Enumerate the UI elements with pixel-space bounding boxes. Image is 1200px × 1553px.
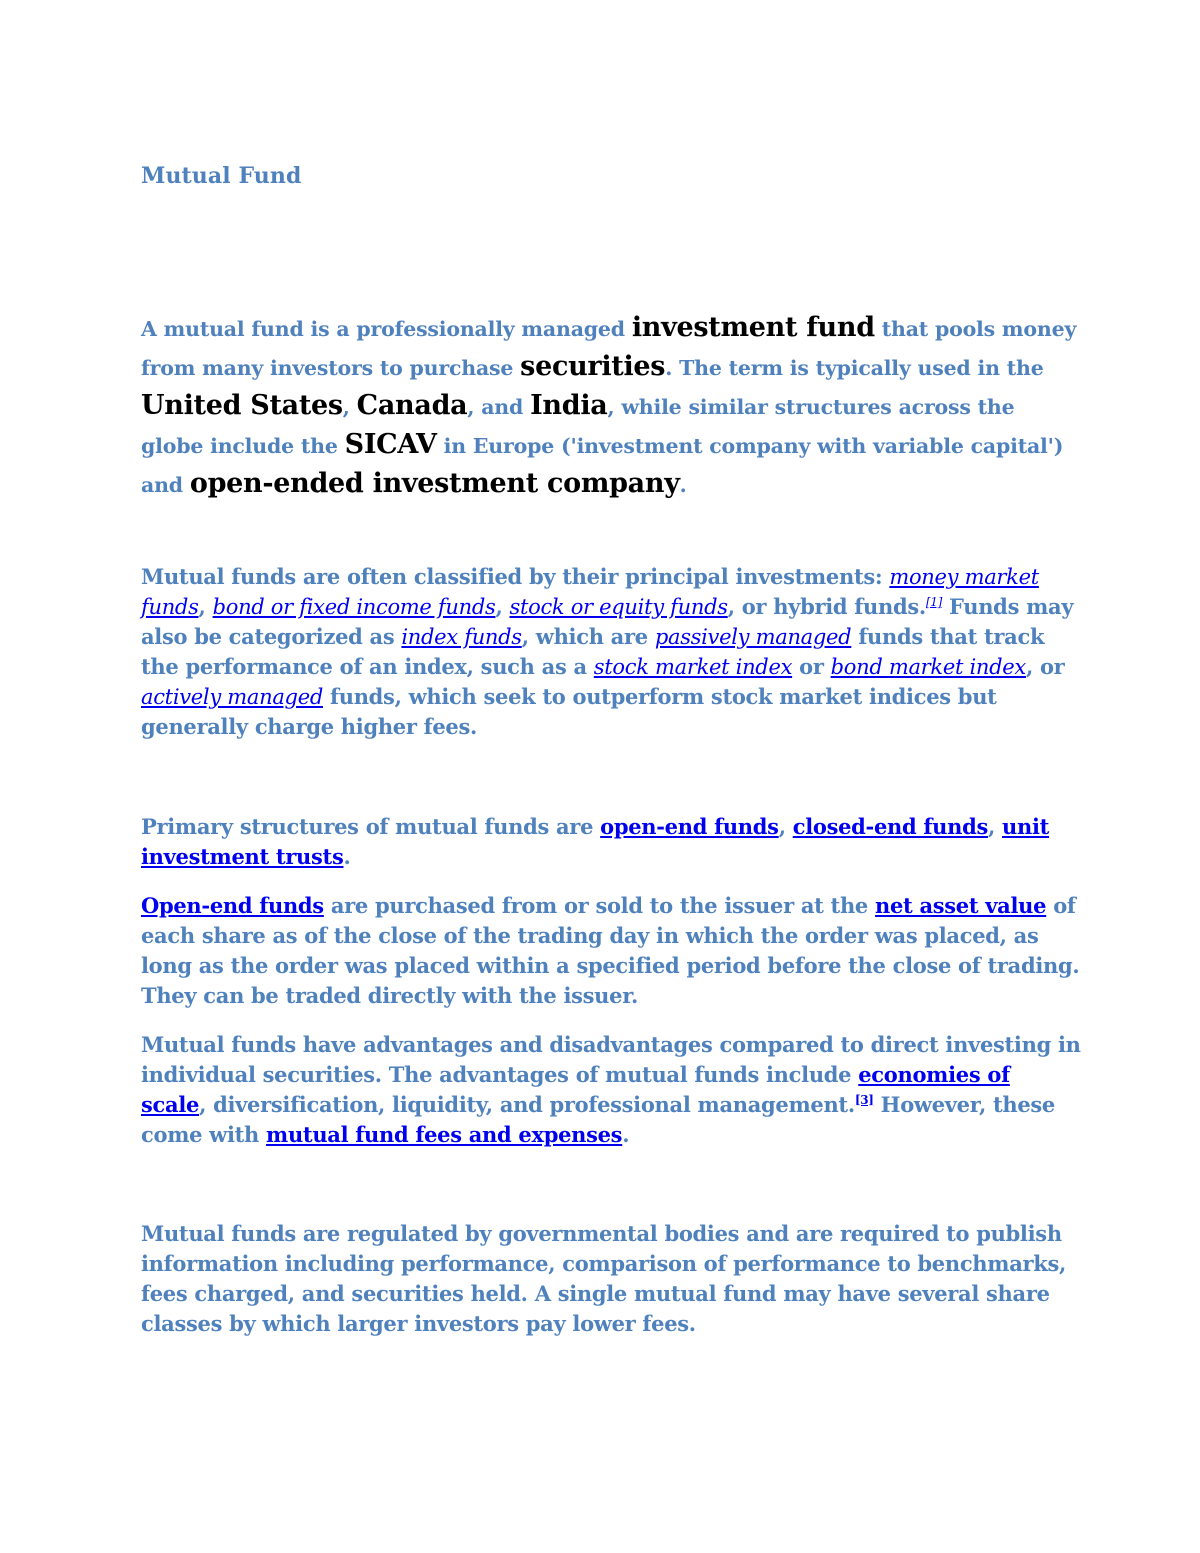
paragraph-regulation	[141, 1219, 1081, 1339]
text-span: ,	[342, 395, 357, 419]
text-span: ,	[987, 814, 1003, 839]
link-bond-market-index[interactable]: bond market index	[830, 655, 1026, 679]
text-span: funds that track the performance of an index, such as a	[141, 624, 1045, 679]
link-open-end-funds[interactable]: open-end funds	[600, 814, 779, 839]
reference-link-3[interactable]: [3]	[854, 1093, 874, 1107]
term-united-states: United States	[141, 390, 343, 421]
term-securities: securities	[520, 351, 666, 382]
text-span: ,	[778, 814, 793, 839]
link-open-end-funds-2[interactable]: Open-end funds	[141, 893, 324, 918]
text-span: , or hybrid funds.	[727, 594, 926, 619]
term-open-ended-investment-company: open-ended investment company	[189, 468, 680, 499]
text-span: of each share as of the close of the trading day in which the order was placed, as long as the order was placed within a specified period before the close of trading. They can be traded directly with the issuer.	[141, 893, 1080, 1008]
text-span: .	[679, 473, 687, 497]
page-title: Mutual Fund	[141, 163, 302, 189]
text-span: ,	[495, 594, 510, 619]
text-span: .	[343, 844, 351, 869]
paragraph-structures	[141, 812, 1081, 872]
term-canada: Canada	[356, 390, 468, 421]
link-mutual-fund-fees[interactable]: mutual fund fees and expenses	[266, 1122, 623, 1147]
text-span: , diversification, liquidity, and professional management.	[199, 1092, 855, 1117]
term-sicav: SICAV	[344, 429, 437, 460]
text-span: Mutual funds are regulated by governmental bodies and are required to publish information including performance, comparison of performance to benchmarks, fees charged, and securities held. A single mutual fund may have several share classes by which larger investors pay lower fees.	[141, 1221, 1067, 1336]
text-span: , while similar structures across the globe include the	[141, 395, 1015, 458]
text-span: Funds may also be categorized as	[141, 594, 1074, 649]
term-india: India	[530, 390, 608, 421]
text-span: However, these come with	[141, 1092, 1055, 1147]
text-span: , or	[1025, 654, 1065, 679]
text-span: Primary structures of mutual funds are	[141, 814, 601, 839]
paragraph-advantages	[141, 1030, 1081, 1150]
link-closed-end-funds[interactable]: closed-end funds	[792, 814, 988, 839]
text-span: A mutual fund is a professionally managed	[141, 317, 632, 341]
link-index-funds[interactable]: index funds	[401, 625, 522, 649]
text-span: that pools money from many investors to purchase	[141, 317, 1077, 380]
text-span: funds, which seek to outperform stock market indices but generally charge higher fees.	[141, 684, 997, 739]
link-stock-funds[interactable]: stock or equity funds	[509, 595, 728, 619]
reference-link-1[interactable]: [1]	[925, 595, 942, 609]
link-bond-funds[interactable]: bond or fixed income funds	[212, 595, 496, 619]
text-span: , which are	[521, 624, 655, 649]
text-span: Mutual funds have advantages and disadvantages compared to direct investing in individual securities. The advantages of mutual funds include	[141, 1032, 1081, 1087]
text-span: in Europe ('investment company with variable capital') and	[141, 434, 1064, 497]
text-span: , and	[467, 395, 531, 419]
link-unit-investment-trusts[interactable]: unit investment trusts	[141, 814, 1050, 869]
text-span: .	[622, 1122, 630, 1147]
link-net-asset-value[interactable]: net asset value	[875, 893, 1047, 918]
paragraph-open-end-funds	[141, 891, 1081, 1011]
text-span: are purchased from or sold to the issuer at the	[323, 893, 876, 918]
text-span: . The term is typically used in the	[665, 356, 1044, 380]
link-money-market-funds[interactable]: money market funds	[141, 565, 1039, 619]
link-stock-market-index[interactable]: stock market index	[593, 655, 793, 679]
text-span: Mutual funds are often classified by their principal investments:	[141, 564, 890, 589]
link-passively-managed[interactable]: passively managed	[654, 625, 852, 649]
paragraph-definition	[141, 309, 1081, 504]
term-investment-fund: investment fund	[631, 312, 875, 343]
paragraph-classification	[141, 562, 1081, 742]
link-actively-managed[interactable]: actively managed	[141, 685, 323, 709]
link-economies-of-scale[interactable]: economies of scale	[141, 1062, 1010, 1117]
text-span: or	[792, 654, 831, 679]
text-span: ,	[198, 594, 213, 619]
